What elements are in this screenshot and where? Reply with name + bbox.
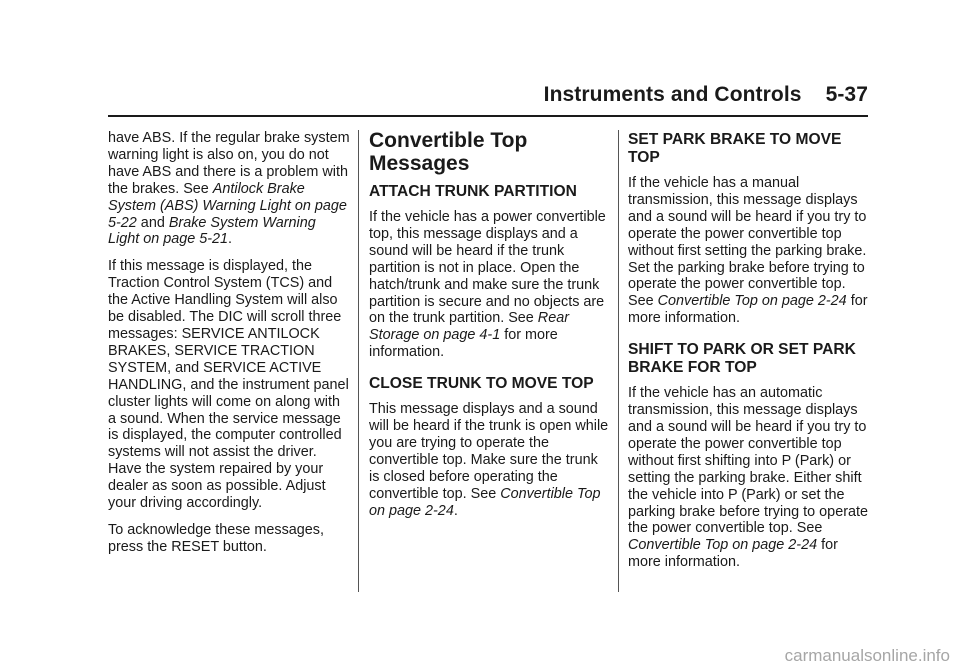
column-divider: [358, 130, 359, 592]
paragraph: If this message is displayed, the Traction Control System (TCS) and the Active Handling System will also be disabled. The DIC will scroll three messages: SERVICE ANTILOCK BRAKES, SERVICE TRACTION SYSTEM, and SERVICE ACTIVE HANDLING, and the instrument panel cluster lights will come on along with a sound. When the service message is displayed, the computer controlled systems will not assist the driver. Have the system repaired by your dealer as soon as possible. Adjust your driving accordingly.: [108, 258, 349, 512]
subsection-heading: CLOSE TRUNK TO MOVE TOP: [369, 375, 594, 393]
text: .: [453, 502, 458, 519]
text: for more information.: [628, 293, 868, 327]
column-1: [108, 130, 350, 566]
text: This message displays and a sound will be heard if the trunk is open while you are trying to operate the convertible top. Make sure the trunk is closed before operating the convertible top. See: [369, 401, 609, 502]
section-heading: Convertible Top Messages: [369, 129, 528, 175]
paragraph: To acknowledge these messages, press the RESET button.: [108, 521, 324, 555]
cross-reference[interactable]: Convertible Top on page 2-24: [657, 293, 847, 310]
column-3: [628, 130, 872, 581]
paragraph: [108, 130, 350, 248]
page-header: [544, 83, 868, 107]
subsection-heading: SHIFT TO PARK OR SET PARK BRAKE FOR TOP: [628, 341, 856, 377]
section-title: Instruments and Controls: [543, 83, 802, 106]
text: and: [136, 214, 169, 231]
subsection-heading: ATTACH TRUNK PARTITION: [369, 183, 577, 200]
text: have ABS. If the regular brake system warning light is also on, you do not have ABS and there is a problem with the brakes. See: [108, 130, 350, 197]
text: for more information.: [369, 327, 558, 361]
watermark: carmanualsonline.info: [784, 646, 950, 665]
cross-reference[interactable]: Rear Storage on page 4-1: [369, 310, 569, 344]
page-number: 5-37: [825, 83, 868, 106]
cross-reference[interactable]: Convertible Top on page 2-24: [628, 537, 818, 554]
cross-reference[interactable]: Antilock Brake System (ABS) Warning Light on page 5-22: [108, 180, 347, 231]
text: .: [228, 231, 233, 248]
cross-reference[interactable]: Convertible Top on page 2-24: [369, 485, 601, 519]
header-rule: [108, 115, 868, 117]
paragraph: [628, 175, 872, 327]
text: If the vehicle has a manual transmission, this message displays and a sound will be heard if you try to operate the power convertible top without first setting the parking brake. Set the parking brake before trying to operate the power convertible top. See: [628, 175, 867, 310]
text: If the vehicle has a power convertible top, this message displays and a sound will be heard if the trunk partition is not in place. Open the hatch/trunk and make sure the trunk partition is secure and no objects are on the trunk partition. See: [369, 209, 606, 327]
paragraph: [369, 401, 609, 519]
column-2: [369, 130, 609, 530]
text: for more information.: [628, 537, 838, 571]
paragraph: [369, 209, 609, 361]
cross-reference[interactable]: Brake System Warning Light on page 5-21: [108, 214, 316, 248]
paragraph: [628, 385, 872, 571]
column-divider: [618, 130, 619, 592]
subsection-heading: SET PARK BRAKE TO MOVE TOP: [628, 131, 842, 166]
text: If the vehicle has an automatic transmission, this message displays and a sound will be heard if you try to operate the power convertible top without first shifting into P (Park) or setting the parking brake. Either shift the vehicle into P (Park) or set the parking brake before trying to operate the power convertible top. See: [628, 385, 868, 537]
